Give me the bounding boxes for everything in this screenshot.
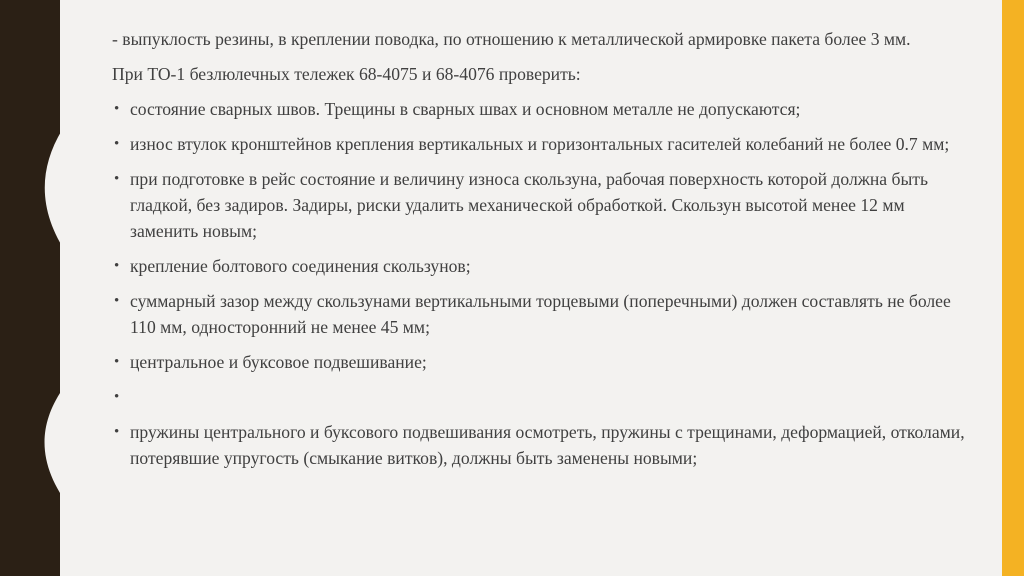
bullet-text: суммарный зазор между скользунами вертикальными торцевыми (поперечными) должен составлять не более 110 мм, односторонний не менее 45 мм; [130, 291, 951, 337]
bullet-text: износ втулок кронштейнов крепления вертикальных и горизонтальных гасителей колебаний не более 0.7 мм; [130, 134, 950, 154]
slide-content [112, 26, 972, 480]
bullet-dot-icon: • [114, 136, 120, 152]
wavy-edge-decoration [0, 0, 110, 576]
bullet-text: при подготовке в рейс состояние и величину износа скользуна, рабочая поверхность которой должна быть гладкой, без задиров. Задиры, риски удалить механической обработкой. Скользун высотой менее 12 мм заменить новым; [130, 169, 928, 241]
bullet-dot-icon: • [114, 424, 120, 440]
bullet-dot-icon: • [114, 354, 120, 370]
bullet-item [112, 349, 972, 375]
bullet-item [112, 166, 972, 244]
inspection-bullet-list [112, 96, 972, 471]
bullet-text: пружины центрального и буксового подвешивания осмотреть, пружины с трещинами, деформацией, отколами, потерявшие упругость (смыкание витков), должны быть заменены новыми; [130, 422, 965, 468]
bullet-text: состояние сварных швов. Трещины в сварных швах и основном металле не допускаются; [130, 99, 801, 119]
bullet-dot-icon: • [114, 389, 120, 405]
bullet-item [112, 419, 972, 471]
bullet-dot-icon: • [114, 258, 120, 274]
bullet-dot-icon: • [114, 101, 120, 117]
bullet-item [112, 253, 972, 279]
accent-band [1002, 0, 1024, 576]
bullet-dot-icon: • [114, 293, 120, 309]
bullet-item-empty [112, 384, 972, 410]
bullet-text: крепление болтового соединения скользунов; [130, 256, 471, 276]
bullet-item [112, 131, 972, 157]
section-heading: При ТО-1 безлюлечных тележек 68-4075 и 68-4076 проверить: [112, 64, 581, 84]
bullet-text: центральное и буксовое подвешивание; [130, 352, 427, 372]
bullet-item [112, 96, 972, 122]
bullet-dot-icon: • [114, 171, 120, 187]
bullet-item [112, 288, 972, 340]
intro-line: - выпуклость резины, в креплении поводка, по отношению к металлической армировке пакета более 3 мм. [112, 29, 911, 49]
